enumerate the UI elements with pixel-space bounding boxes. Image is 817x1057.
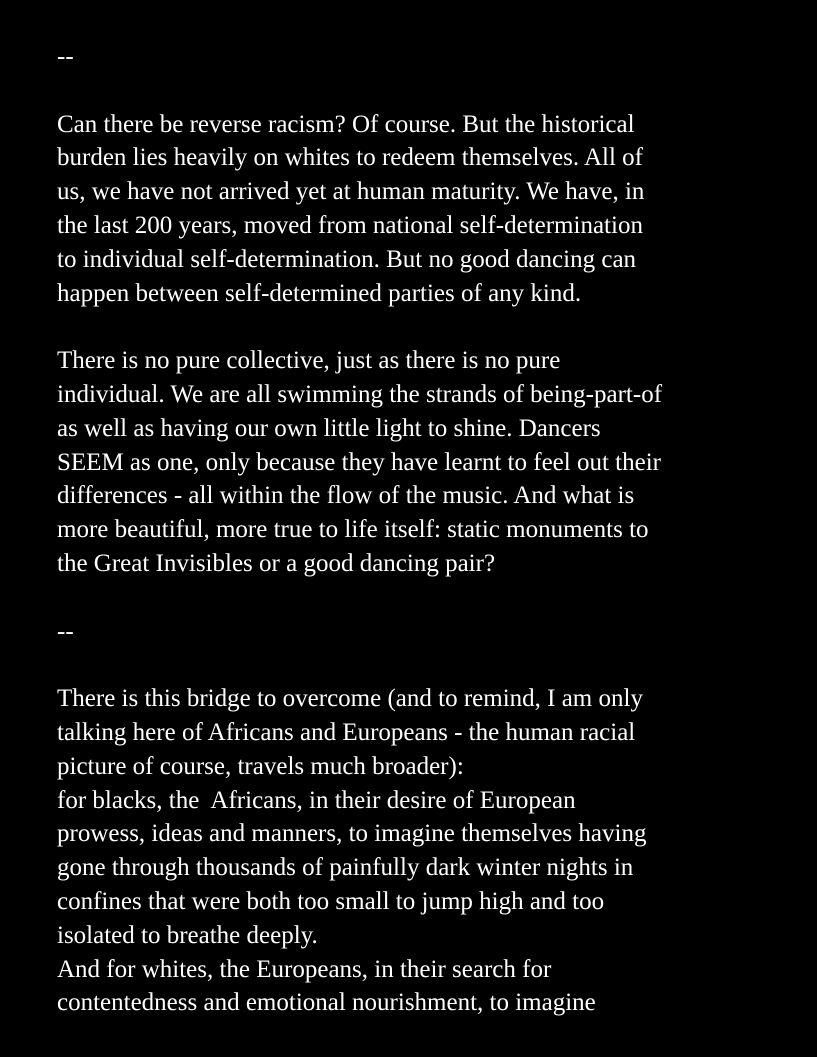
document-body [57, 40, 797, 1020]
paragraph-line: to individual self-determination. But no good dancing can [57, 245, 637, 273]
paragraph [57, 344, 797, 581]
paragraph-line: more beautiful, more true to life itself: static monuments to [57, 516, 649, 544]
paragraph-line: happen between self-determined parties of any kind. [57, 279, 582, 307]
blank-line [57, 648, 797, 682]
paragraph-line: as well as having our own little light to shine. Dancers [57, 414, 601, 442]
paragraph-line: gone through thousands of painfully dark winter nights in [57, 854, 634, 882]
paragraph-line: individual. We are all swimming the strands of being-part-of [57, 380, 663, 408]
paragraph-line: differences - all within the flow of the music. And what is [57, 482, 635, 510]
paragraph-line: us, we have not arrived yet at human maturity. We have, in [57, 178, 645, 206]
paragraph-line: And for whites, the Europeans, in their search for [57, 955, 552, 983]
paragraph [57, 682, 797, 1020]
section-separator: -- [57, 617, 74, 645]
paragraph-line: the Great Invisibles or a good dancing pair? [57, 549, 496, 577]
paragraph-line: contentedness and emotional nourishment, to imagine [57, 989, 596, 1017]
section-separator: -- [57, 43, 74, 70]
paragraph-line: prowess, ideas and manners, to imagine themselves having [57, 820, 647, 848]
paragraph-line: There is this bridge to overcome (and to remind, I am only [57, 685, 643, 713]
paragraph-line: isolated to breathe deeply. [57, 921, 318, 949]
paragraph-line: SEEM as one, only because they have learnt to feel out their [57, 448, 661, 476]
blank-line [57, 581, 797, 615]
paragraph-line: Can there be reverse racism? Of course. But the historical [57, 110, 635, 138]
paragraph-line: burden lies heavily on whites to redeem themselves. All of [57, 144, 643, 172]
paragraph-line: the last 200 years, moved from national self-determination [57, 211, 643, 239]
paragraph-line: talking here of Africans and Europeans - the human racial [57, 718, 636, 746]
blank-line [57, 310, 797, 344]
paragraph-line: confines that were both too small to jump high and too [57, 887, 605, 915]
paragraph-line: for blacks, the Africans, in their desire of European [57, 786, 576, 814]
paragraph-line: picture of course, travels much broader): [57, 752, 464, 780]
paragraph [57, 108, 797, 311]
paragraph-line: There is no pure collective, just as there is no pure [57, 347, 561, 375]
blank-line [57, 74, 797, 108]
